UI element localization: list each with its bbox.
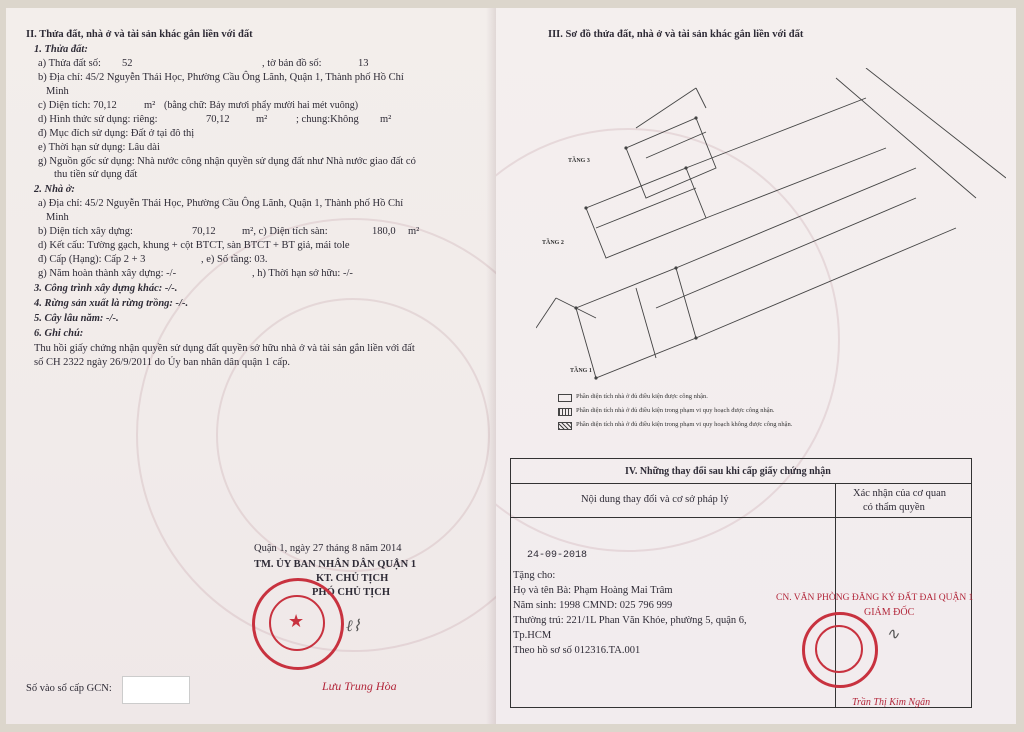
- house-address-cont: Minh: [46, 212, 69, 223]
- signature-mark: ℓ⌇: [346, 618, 361, 635]
- recipient-residence-cont: Tp.HCM: [513, 630, 552, 641]
- map-number: 13: [358, 58, 369, 69]
- grade: đ) Cấp (Hạng): Cấp 2 + 3: [38, 254, 146, 265]
- land-term: e) Thời hạn sử dụng: Lâu dài: [38, 142, 160, 153]
- director-name: Trần Thị Kim Ngân: [852, 697, 931, 708]
- map-label: , tờ bản đồ số:: [262, 58, 322, 69]
- legend-item-2: Phần diện tích nhà ở đủ điều kiện trong phạm vi quy hoạch được công nhận.: [576, 407, 775, 414]
- right-official-seal: [802, 612, 878, 688]
- house-address: a) Địa chỉ: 45/2 Nguyễn Thái Học, Phường Cầu Ông Lãnh, Quận 1, Thành phố Hồ Chí: [38, 198, 404, 209]
- legend-swatch-1: [558, 394, 572, 402]
- registration-office: CN. VĂN PHÒNG ĐĂNG KÝ ĐẤT ĐAI QUẬN 1: [776, 593, 974, 603]
- changes-table: [510, 458, 972, 708]
- vice-chairman: PHÓ CHỦ TỊCH: [312, 587, 390, 598]
- legend-item-3: Phần diện tích nhà ở đủ điều kiện trong phạm vi quy hoạch không được công nhận.: [576, 421, 793, 428]
- issuing-authority: TM. ỦY BAN NHÂN DÂN QUẬN 1: [254, 559, 417, 570]
- section-5-heading: 5. Cây lâu năm: -/-.: [34, 313, 119, 324]
- note-text: Thu hồi giấy chứng nhận quyền sử dụng đất quyền sở hữu nhà ở và tài sản gắn liền với đất: [34, 343, 415, 354]
- usage-form-label: d) Hình thức sử dụng: riêng:: [38, 114, 158, 125]
- area-label: c) Diện tích: 70,12: [38, 100, 117, 111]
- floor1-plan: [576, 268, 696, 378]
- section-6-heading: 6. Ghi chú:: [34, 328, 84, 339]
- usage-private-unit: m²: [256, 114, 268, 125]
- area-unit: m²: [144, 100, 156, 111]
- ownership-term: , h) Thời hạn sở hữu: -/-: [252, 268, 353, 279]
- build-area-label: b) Diện tích xây dựng:: [38, 226, 133, 237]
- recipient-name: Họ và tên Bà: Phạm Hoàng Mai Trâm: [513, 585, 673, 596]
- parcel-label: a) Thửa đất số:: [38, 58, 101, 69]
- structure: d) Kết cấu: Tường gạch, khung + cột BTCT, sàn BTCT + BT giả, mái tole: [38, 240, 350, 251]
- col-content-header: Nội dung thay đổi và cơ sở pháp lý: [581, 494, 729, 505]
- parcel-diagram: [536, 68, 1006, 398]
- drum-watermark-inner: [216, 298, 490, 572]
- note-text-cont: số CH 2322 ngày 26/9/2011 do Ủy ban nhân dân quận 1 cấp.: [34, 357, 290, 368]
- director-signature-mark: ∿: [886, 626, 900, 643]
- parcel-address-cont: Minh: [46, 86, 69, 97]
- land-origin-cont: thu tiền sử dụng đất: [54, 169, 138, 180]
- parcel-address: b) Địa chỉ: 45/2 Nguyễn Thái Học, Phường Cầu Ông Lãnh, Quận 1, Thành phố Hồ Chí: [38, 72, 404, 83]
- land-purpose: đ) Mục đích sử dụng: Đất ở tại đô thị: [38, 128, 195, 139]
- floor-area-label: m², c) Diện tích sàn:: [242, 226, 328, 237]
- floor-area: 180,0: [372, 226, 396, 237]
- floor1-label: TẦNG 1: [570, 368, 592, 374]
- year-built: g) Năm hoàn thành xây dựng: -/-: [38, 268, 177, 279]
- certificate-document: [6, 8, 1018, 728]
- legend-swatch-3: [558, 422, 572, 430]
- director-title: GIÁM ĐỐC: [864, 607, 915, 618]
- floor3-label: TẦNG 3: [568, 158, 590, 164]
- left-official-seal: ★: [252, 578, 344, 670]
- legend-swatch-2: [558, 408, 572, 416]
- usage-private: 70,12: [206, 114, 230, 125]
- section-2-heading: 2. Nhà ở:: [34, 184, 75, 195]
- section-1-heading: 1. Thửa đất:: [34, 44, 88, 55]
- recipient-birth: Năm sinh: 1998 CMND: 025 796 999: [513, 600, 673, 611]
- col-authority-header-1: Xác nhận của cơ quan: [853, 488, 947, 499]
- usage-shared: ; chung:Không: [296, 114, 359, 125]
- parcel-number: 52: [122, 58, 133, 69]
- recipient-residence: Thường trú: 221/1L Phan Văn Khỏe, phường 5, quận 6,: [513, 615, 747, 626]
- issue-date: Quận 1, ngày 27 tháng 8 năm 2014: [254, 543, 402, 554]
- floor2-plan: [586, 168, 706, 258]
- section-4-heading: 4. Rừng sản xuất là rừng trồng: -/-.: [34, 298, 189, 309]
- left-page: [6, 8, 496, 724]
- section-3-title: III. Sơ đồ thửa đất, nhà ở và tài sản khác gắn liền với đất: [548, 29, 804, 40]
- land-origin: g) Nguồn gốc sử dụng: Nhà nước công nhận quyền sử dụng đất như Nhà nước giao đất có: [38, 156, 416, 167]
- legend-item-1: Phần diện tích nhà ở đủ điều kiện được công nhận.: [576, 393, 708, 400]
- area-words: (bằng chữ: Bảy mươi phẩy mười hai mét vuông): [164, 100, 359, 111]
- col-authority-header-2: có thẩm quyền: [863, 502, 925, 513]
- build-area: 70,12: [192, 226, 216, 237]
- file-number: Theo hồ sơ số 012316.TA.001: [513, 645, 641, 656]
- section-3-heading: 3. Công trình xây dựng khác: -/-.: [34, 283, 178, 294]
- gcn-label: Số vào sổ cấp GCN:: [26, 683, 112, 694]
- usage-shared-unit: m²: [380, 114, 392, 125]
- redacted-box: [122, 676, 190, 704]
- floors: , e) Số tầng: 03.: [201, 254, 268, 265]
- floor2-label: TẦNG 2: [542, 240, 564, 246]
- change-date: 24-09-2018: [527, 550, 588, 561]
- section-4-title: IV. Những thay đổi sau khi cấp giấy chứng nhận: [625, 466, 831, 477]
- kt-chairman: KT. CHỦ TỊCH: [316, 573, 389, 584]
- signer-name: Lưu Trung Hòa: [322, 679, 397, 693]
- floor-area-unit: m²: [408, 226, 420, 237]
- transfer-type: Tặng cho:: [513, 570, 556, 581]
- floor3-plan: [626, 118, 716, 198]
- section-2-title: II. Thửa đất, nhà ở và tài sản khác gắn liền với đất: [26, 29, 253, 40]
